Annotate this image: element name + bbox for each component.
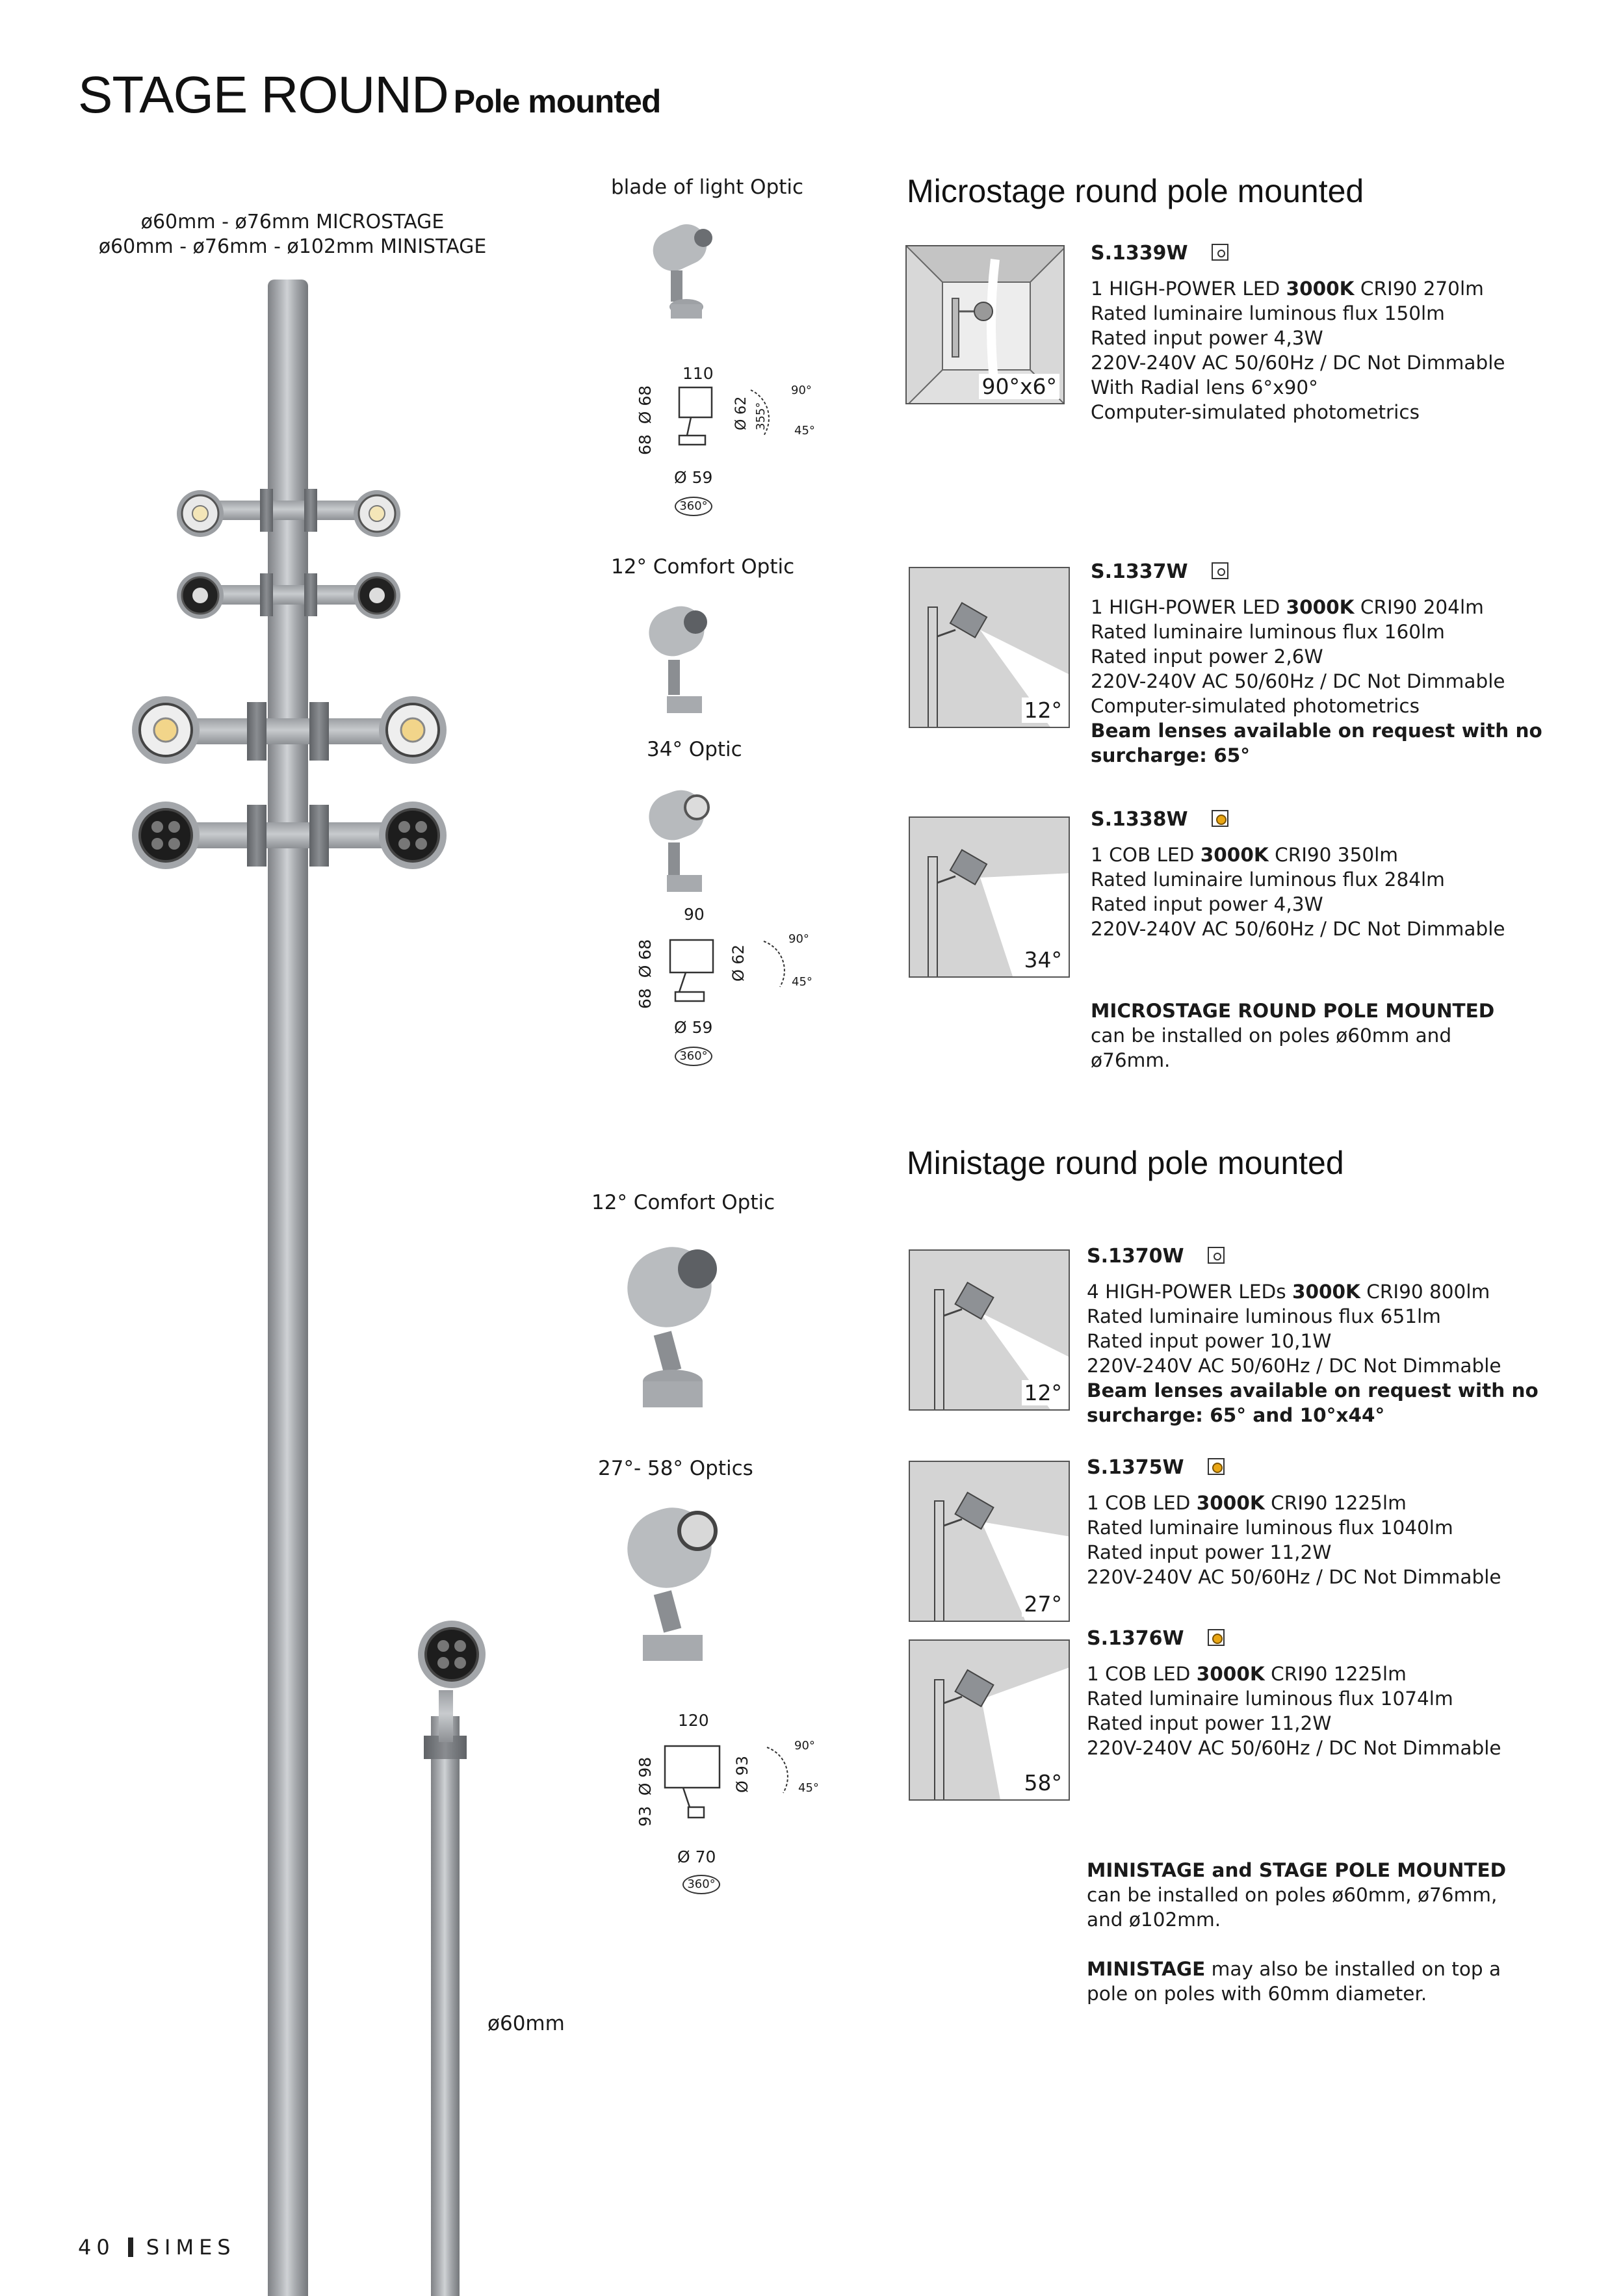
product-code-text: S.1375W [1087,1456,1184,1479]
dim-base: Ø 59 [674,1018,713,1037]
spec-cri: CRI90 350lm [1268,844,1399,866]
pole-clamp [260,489,273,532]
pole-arm [195,822,383,848]
spec-cct: 3000K [1200,844,1269,866]
spec-cct: 3000K [1196,1492,1265,1514]
dim-height [636,939,655,1009]
dim-diameter: Ø 68 [636,385,655,424]
section-title-microstage: Microstage round pole mounted [907,173,1364,209]
pole-clamp [304,573,317,616]
comfort-12-fixture-icon [643,601,721,722]
product-block [1091,560,1542,768]
dim-base: Ø 70 [677,1847,716,1866]
microstage-head-right-icon [351,488,403,540]
pole-arm [214,501,364,520]
dim-angle-90: 90° [794,1739,815,1753]
spec-voltage: 220V-240V AC 50/60Hz / DC Not Dimmable [1087,1355,1501,1377]
pole-clamp [247,702,266,761]
blade-optic-fixture-icon [643,215,721,325]
beam-diagram [905,245,1065,404]
dim-angle-45: 45° [798,1781,819,1795]
dimension-drawing-icon [673,384,790,465]
dim-angle-45: 45° [794,424,815,437]
small-pole-stem [439,1690,453,1742]
spec-beam-note-2: surcharge: 65° and 10°x44° [1087,1404,1385,1426]
dim-base: Ø 59 [674,468,713,487]
ministage-comfort-fixture-icon [621,1235,738,1417]
spec-flux: Rated luminaire luminous flux 284lm [1091,868,1445,891]
cob-led-icon [1208,1458,1225,1475]
small-pole-caption: ø60mm [487,2012,565,2035]
note-line: can be installed on poles ø60mm, ø76mm, [1087,1884,1498,1906]
beam-diagram [909,1249,1070,1411]
product-code [1087,1456,1501,1479]
pole-clamp [260,573,273,616]
spec-cri: CRI90 1225lm [1264,1663,1407,1685]
spec-led-text: 4 HIGH-POWER LEDs [1087,1281,1292,1303]
dim-width: 110 [682,364,714,383]
spec-cri: CRI90 800lm [1360,1281,1490,1303]
pole-clamp [309,702,329,761]
dim-angle-90: 90° [791,384,812,397]
note-line: pole on poles with 60mm diameter. [1087,1983,1427,2005]
note-title: MINISTAGE and STAGE POLE MOUNTED [1087,1859,1507,1881]
spec-voltage: 220V-240V AC 50/60Hz / DC Not Dimmable [1087,1566,1501,1588]
dim-height-value: 93 [636,1806,655,1827]
spec-led [1087,1662,1501,1686]
spec-led-text: 1 COB LED [1091,844,1201,866]
rotation-value: 360° [679,499,708,513]
title-main: STAGE ROUND [78,66,448,124]
spec-power: Rated input power 10,1W [1087,1330,1332,1352]
dim-angle-90: 90° [788,932,809,946]
dim-width: 90 [684,905,705,924]
product-code-text: S.1370W [1087,1245,1184,1268]
spec-led [1087,1491,1501,1515]
spec-led [1087,1279,1539,1304]
note-line [1087,1957,1555,1981]
microstage-head-left-icon [174,488,226,540]
page-footer [78,2235,236,2260]
cob-led-icon [1208,1629,1225,1646]
led-type-icon [1212,562,1228,579]
pole-caption [97,210,487,259]
page-number: 40 [78,2235,115,2260]
ministage-top-head-icon [416,1619,487,1690]
optic-label-12-comfort: 12° Comfort Optic [611,555,795,579]
product-code-text: S.1337W [1091,560,1188,583]
product-code-text: S.1339W [1091,242,1188,265]
pole-clamp [304,489,317,532]
spec-flux: Rated luminaire luminous flux 1040lm [1087,1517,1453,1539]
led-type-icon [1212,244,1228,261]
spec-flux: Rated luminaire luminous flux 150lm [1091,302,1445,324]
product-block [1087,1627,1501,1760]
rotation-value: 360° [687,1877,716,1891]
optic-label-34: 34° Optic [647,738,742,761]
section-title-ministage: Ministage round pole mounted [907,1145,1344,1181]
dim-width: 120 [678,1711,709,1730]
dim-height [636,385,655,455]
beam-diagram [909,816,1070,978]
ministage-head-right-icon [377,800,448,871]
pole-caption-line2: ø60mm - ø76mm - ø102mm MINISTAGE [98,235,487,258]
spec-voltage: 220V-240V AC 50/60Hz / DC Not Dimmable [1091,352,1505,374]
dimension-drawing-icon [660,1742,796,1840]
spec-beam-note: Beam lenses available on request with no [1091,720,1542,742]
dim-diameter: Ø 98 [636,1756,655,1796]
spec-led-text: 1 HIGH-POWER LED [1091,278,1286,300]
spec-led-text: 1 HIGH-POWER LED [1091,596,1286,618]
product-code [1091,560,1542,583]
spec-led-text: 1 COB LED [1087,1492,1197,1514]
beam-angle-label: 34° [1022,947,1065,972]
spec-lens: With Radial lens 6°x90° [1091,376,1318,398]
pole-caption-line1: ø60mm - ø76mm MICROSTAGE [140,211,445,233]
product-code-text: S.1338W [1091,808,1188,831]
spec-power: Rated input power 2,6W [1091,646,1323,668]
pole-clamp [309,805,329,867]
spec-voltage: 220V-240V AC 50/60Hz / DC Not Dimmable [1091,670,1505,692]
spec-voltage: 220V-240V AC 50/60Hz / DC Not Dimmable [1087,1737,1501,1759]
microstage-install-note [1091,998,1559,1073]
microstage-head-right-icon [351,569,403,621]
page-title [78,65,660,125]
note-text: may also be installed on top a [1205,1958,1501,1980]
spec-beam-note-2: surcharge: 65° [1091,744,1251,766]
optic-label-27-58: 27°- 58° Optics [598,1457,753,1480]
pole-arm [214,585,364,605]
dim-height-value: 68 [636,988,655,1009]
dim-head-diameter: Ø 62 [729,944,747,982]
note-title: MICROSTAGE ROUND POLE MOUNTED [1091,1000,1495,1022]
beam-angle-label: 27° [1022,1591,1065,1617]
rotation-360-icon [675,1047,712,1066]
product-code-text: S.1376W [1087,1627,1184,1650]
small-pole [431,1716,460,2296]
dim-head-diameter: Ø 62 [733,396,749,430]
ministage-install-note [1087,1858,1555,2006]
title-subtitle: Pole mounted [453,83,661,120]
spec-led [1091,276,1505,301]
dim-angle-45: 45° [792,975,812,989]
spec-cct: 3000K [1286,596,1355,618]
beam-angle-label: 90°x6° [979,374,1059,399]
rotation-value: 360° [679,1049,708,1063]
spec-power: Rated input power 4,3W [1091,893,1323,915]
note-line: ø76mm. [1091,1049,1171,1071]
note-line: can be installed on poles ø60mm and [1091,1024,1452,1047]
product-code [1087,1245,1539,1268]
product-code [1091,808,1505,831]
spec-power: Rated input power 4,3W [1091,327,1323,349]
spec-flux: Rated luminaire luminous flux 651lm [1087,1305,1441,1327]
dim-diameter: Ø 68 [636,939,655,978]
note-title: MINISTAGE [1087,1958,1206,1980]
spec-beam-note: Beam lenses available on request with no [1087,1379,1539,1402]
dim-arc: 355° [754,402,768,430]
beam-diagram [909,567,1070,728]
rotation-360-icon [682,1875,720,1894]
beam-diagram [909,1461,1070,1622]
rotation-360-icon [675,497,712,516]
spec-cri: CRI90 270lm [1354,278,1484,300]
dim-head-diameter: Ø 93 [733,1755,751,1793]
beam-angle-label: 58° [1022,1770,1065,1795]
spec-flux: Rated luminaire luminous flux 1074lm [1087,1688,1453,1710]
beam-diagram [909,1639,1070,1801]
footer-divider [128,2237,133,2257]
pole-arm [195,718,383,744]
main-pole [268,280,308,2296]
spec-voltage: 220V-240V AC 50/60Hz / DC Not Dimmable [1091,918,1505,940]
spec-power: Rated input power 11,2W [1087,1541,1332,1563]
spec-cri: CRI90 204lm [1354,596,1484,618]
note-line: and ø102mm. [1087,1909,1221,1931]
spec-led [1091,842,1505,867]
spec-cct: 3000K [1286,278,1355,300]
beam-angle-label: 12° [1022,698,1065,723]
beam-angle-label: 12° [1022,1380,1065,1405]
ministage-head-right-icon [377,694,448,766]
product-block [1091,808,1505,941]
spec-photometrics: Computer-simulated photometrics [1091,695,1420,717]
pole-clamp [247,805,266,867]
spec-led [1091,595,1542,620]
spec-cri: CRI90 1225lm [1264,1492,1407,1514]
optic-34-fixture-icon [643,785,721,896]
ministage-27-58-fixture-icon [621,1498,738,1667]
spec-cct: 3000K [1292,1281,1360,1303]
dimension-drawing-icon [666,936,790,1017]
dim-height-value: 68 [636,434,655,455]
led-type-icon [1208,1247,1225,1264]
microstage-head-left-icon [174,569,226,621]
optic-label-12-comfort-mini: 12° Comfort Optic [591,1191,775,1214]
dim-height [636,1757,655,1827]
spec-led-text: 1 COB LED [1087,1663,1197,1685]
cob-led-icon [1212,810,1228,827]
product-block [1091,242,1505,424]
product-code [1091,242,1505,265]
product-code [1087,1627,1501,1650]
brand-name: SIMES [146,2235,236,2260]
spec-flux: Rated luminaire luminous flux 160lm [1091,621,1445,643]
spec-cct: 3000K [1196,1663,1265,1685]
product-block [1087,1456,1501,1589]
spec-photometrics: Computer-simulated photometrics [1091,401,1420,423]
ministage-head-left-icon [130,800,201,871]
product-block [1087,1245,1539,1428]
ministage-head-left-icon [130,694,201,766]
optic-label-blade: blade of light Optic [611,176,804,199]
spec-power: Rated input power 11,2W [1087,1712,1332,1734]
